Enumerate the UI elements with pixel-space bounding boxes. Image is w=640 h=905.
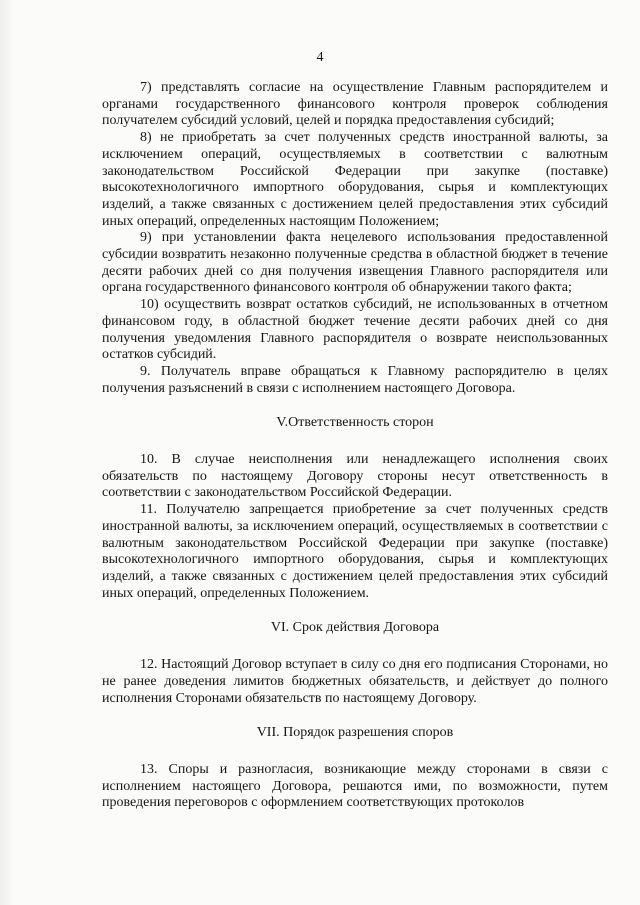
paragraph-term-12: 12. Настоящий Договор вступает в силу со дня его подписания Сторонами, но не ранее доведения лимитов бюджетных обязательств, и действует до полного исполнения Сторонами обязательств по настоящему Договору. [102, 657, 608, 706]
page-number: 4 [316, 50, 324, 65]
paragraph-liability-10: 10. В случае неисполнения или ненадлежащего исполнения своих обязательств по настоящему Договору стороны несут ответственность в соответствии с законодательством Российской Федерации. [102, 452, 608, 501]
paragraph-disputes-13: 13. Споры и разногласия, возникающие между сторонами в связи с исполнением настоящего Договора, решаются ими, по возможности, путем проведения переговоров с оформлением соответствующих протоколов [102, 761, 608, 811]
section-heading-term: VI. Срок действия Договора [270, 620, 440, 636]
paragraph-7: 7) представлять согласие на осуществление Главным распорядителем и органами государственного финансового контроля проверок соблюдения получателем субсидий условий, целей и порядка предоставления субсидий; [102, 80, 608, 129]
document-body [102, 80, 608, 812]
paragraph-9-right-to-clarification: 9. Получатель вправе обращаться к Главному распорядителю в целях получения разъяснений в связи с исполнением настоящего Договора. [102, 363, 608, 396]
section-heading-disputes: VII. Порядок разрешения споров [256, 725, 454, 741]
paragraph-9: 9) при установлении факта нецелевого использования предоставленной субсидии возвратить незаконно полученные средства в областной бюджет в течение десяти рабочих дней со дня получения извещения Главного распорядителя или органа государственного финансового контроля об обнаружении такого факта; [102, 230, 608, 296]
section-heading-liability: V.Ответственность сторон [276, 415, 434, 431]
paragraph-liability-11: 11. Получателю запрещается приобретение за счет полученных средств иностранной валюты, за исключением операций, осуществляемых в соответствии с валютным законодательством Российской Федерации при закупке (поставке) высокотехнологичного импортного оборудования, сырья и комплектующих изделий, а также связанных с достижением целей предоставления этих субсидий иных операций, определенных Положением. [102, 502, 608, 601]
paragraph-8: 8) не приобретать за счет полученных средств иностранной валюты, за исключением операций, осуществляемых в соответствии с валютным законодательством Российской Федерации при закупке (поставке) высокотехнологичного импортного оборудования, сырья и комплектующих изделий, а также связанных с достижением целей предоставления этих субсидий иных операций, определенных настоящим Положением; [102, 130, 608, 229]
scan-margin-shadow [0, 0, 14, 905]
paragraph-10: 10) осуществить возврат остатков субсидий, не использованных в отчетном финансовом году, в областной бюджет течение десяти рабочих дней со дня получения уведомления Главного распорядителя о возврате неиспользованных остатков субсидий. [102, 297, 608, 363]
